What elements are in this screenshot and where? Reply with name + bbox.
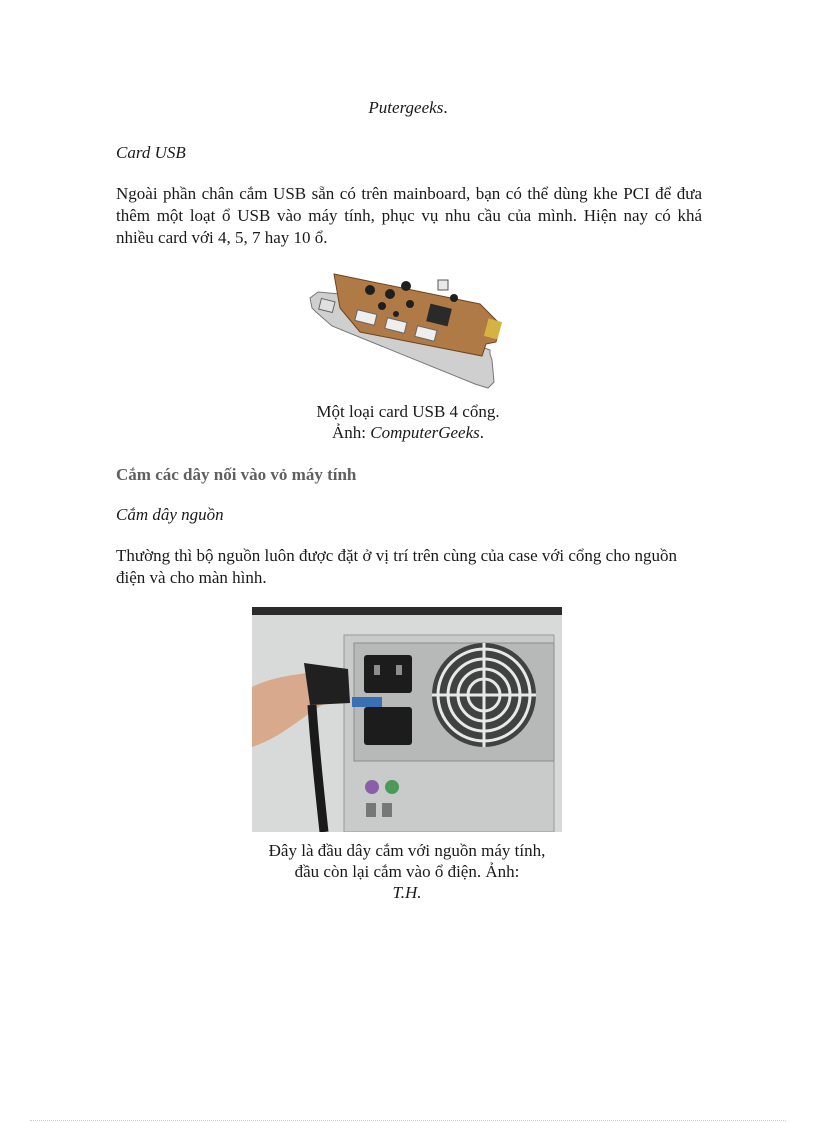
top-source-credit [0,98,816,118]
section1-paragraph: Ngoài phần chân cắm USB sẵn có trên mainboard, bạn có thể dùng khe PCI để đưa thêm một loạt ổ USB vào máy tính, phục vụ nhu cầu của mình. Hiện nay có khá nhiều card với 4, 5, 7 hay 10 ổ. [116,184,702,247]
usb-card-caption [0,401,816,443]
section-title-card-usb: Card USB [116,143,186,162]
power-cable-photo [252,607,562,832]
credit-prefix: Ảnh: [331,423,371,442]
usb-card-credit [0,422,816,443]
power-cable-credit: T.H. [392,883,422,902]
source-name: Putergeeks [368,98,444,117]
credit-name: ComputerGeeks [370,423,480,442]
usb-card-image [300,264,505,392]
section2-subtitle: Cắm dây nguồn [116,505,224,524]
source-suffix: . [443,98,448,117]
usb-card-caption-line: Một loại card USB 4 cổng. [316,402,500,421]
credit-suffix: . [479,423,485,442]
power-cable-caption-text: Đây là đầu dây cắm với nguồn máy tính, đầu còn lại cắm vào ổ điện. Ảnh: [268,841,546,881]
power-cable-caption [256,840,558,903]
page-bottom-divider [30,1120,786,1121]
section2-paragraph: Thường thì bộ nguồn luôn được đặt ở vị trí trên cùng của case với cổng cho nguồn điện và cho màn hình. [116,546,677,587]
section2-heading: Cắm các dây nối vào vỏ máy tính [116,465,357,484]
